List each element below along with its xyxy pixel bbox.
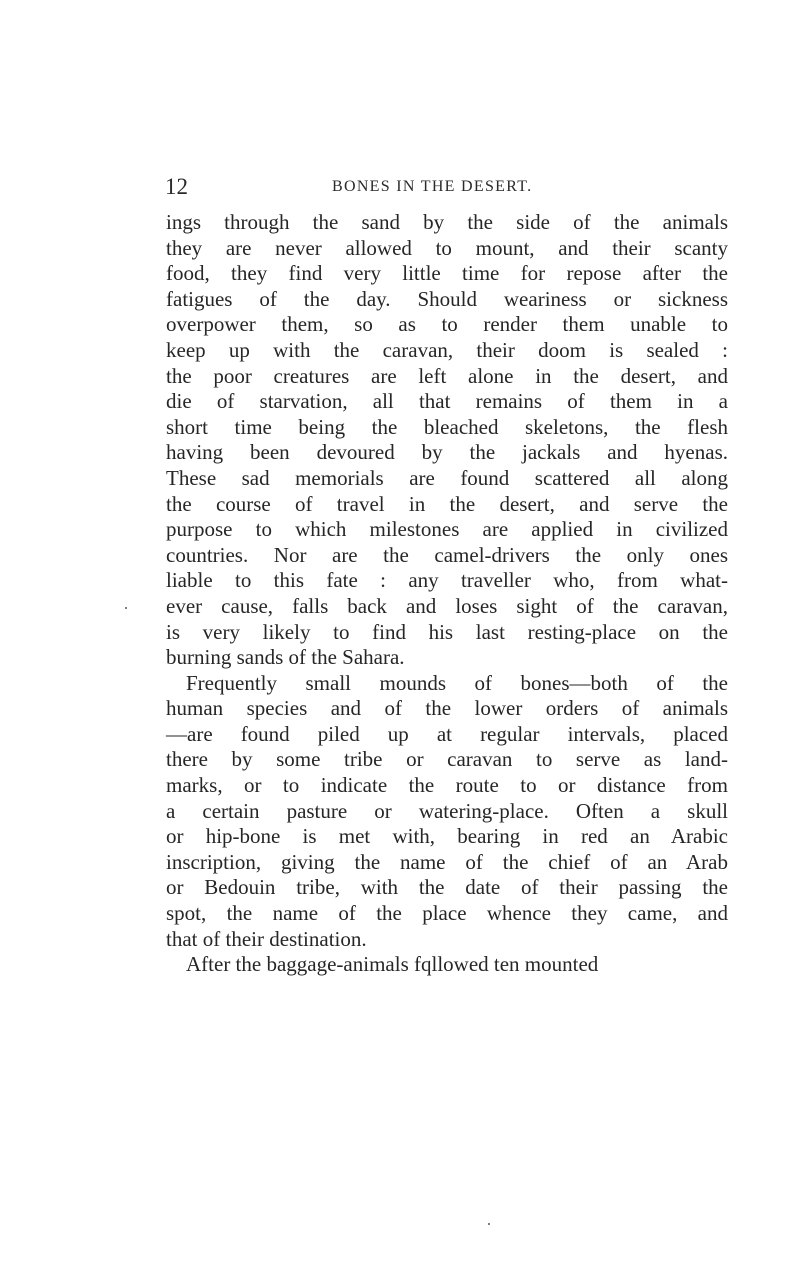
text-line: is very likely to find his last resting-place on the [166, 619, 728, 644]
text-line: the poor creatures are left alone in the desert, and [166, 363, 728, 388]
text-line: inscription, giving the name of the chief of an Arab [166, 849, 728, 874]
print-speck [125, 607, 127, 609]
text-line: keep up with the caravan, their doom is sealed : [166, 337, 728, 362]
body-text [166, 210, 728, 978]
text-line: the course of travel in the desert, and serve the [166, 491, 728, 516]
text-line: fatigues of the day. Should weariness or sickness [166, 286, 728, 311]
text-line: human species and of the lower orders of animals [166, 696, 728, 721]
text-line: that of their destination. [166, 926, 367, 951]
text-line: These sad memorials are found scattered all along [166, 465, 728, 490]
text-line: or Bedouin tribe, with the date of their passing the [166, 875, 728, 900]
text-line: food, they find very little time for repose after the [166, 261, 728, 286]
text-line: After the baggage-animals fqllowed ten mounted [186, 952, 599, 977]
text-line: countries. Nor are the camel-drivers the only ones [166, 542, 728, 567]
page-header [165, 174, 725, 200]
text-line: having been devoured by the jackals and hyenas. [166, 440, 728, 465]
text-line: overpower them, so as to render them unable to [166, 312, 728, 337]
text-line: marks, or to indicate the route to or distance from [166, 773, 728, 798]
print-speck [488, 1223, 490, 1225]
text-line: burning sands of the Sahara. [166, 645, 405, 670]
text-line: they are never allowed to mount, and their scanty [166, 235, 728, 260]
text-line: ings through the sand by the side of the animals [166, 210, 728, 234]
running-title: BONES IN THE DESERT. [332, 178, 533, 195]
text-line: ever cause, falls back and loses sight of the caravan, [166, 593, 728, 618]
page-number: 12 [165, 174, 188, 199]
text-line: —are found piled up at regular intervals, placed [166, 721, 728, 746]
text-line: there by some tribe or caravan to serve as land- [166, 747, 728, 772]
text-line: die of starvation, all that remains of them in a [166, 389, 728, 414]
text-line: spot, the name of the place whence they came, and [166, 901, 728, 926]
text-line: purpose to which milestones are applied in civilized [166, 517, 728, 542]
text-line: Frequently small mounds of bones—both of the [186, 670, 728, 695]
text-line: or hip-bone is met with, bearing in red an Arabic [166, 824, 728, 849]
text-line: a certain pasture or watering-place. Often a skull [166, 798, 728, 823]
text-line: short time being the bleached skeletons, the flesh [166, 414, 728, 439]
text-line: liable to this fate : any traveller who, from what- [166, 568, 728, 593]
